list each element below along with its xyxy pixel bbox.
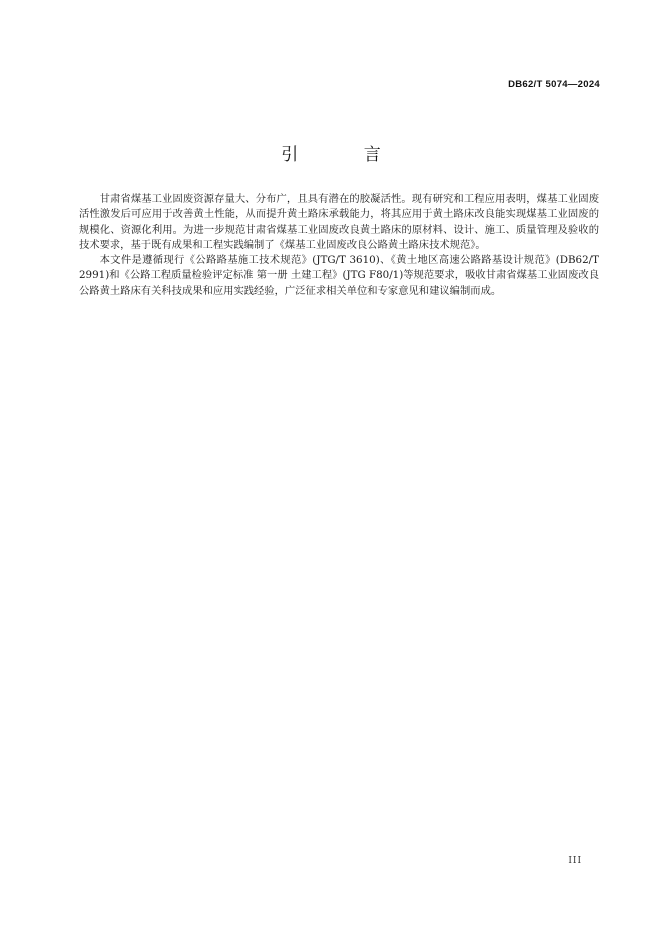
standard-code: DB62/T 5074—2024 bbox=[508, 79, 600, 90]
page-number: III bbox=[568, 856, 582, 866]
paragraph-2: 本文件是遵循现行《公路路基施工技术规范》(JTG/T 3610)、《黄土地区高速公路路基设计规范》(DB62/T 2991)和《公路工程质量检验评定标准 第一册 土建工程》(JTG F80/1)等规范要求，吸收甘肃省煤基工业固废改良公路黄土路床有关科技成果和应用实践经验，广泛征求相关单位和专家意见和建议编制而成。 bbox=[79, 254, 599, 297]
page-title: 引 言 bbox=[281, 145, 411, 165]
paragraph-1: 甘肃省煤基工业固废资源存量大、分布广，且具有潜在的胶凝活性。现有研究和工程应用表明，煤基工业固废活性激发后可应用于改善黄土性能，从而提升黄土路床承载能力，将其应用于黄土路床改良能实现煤基工业固废的规模化、资源化利用。为进一步规范甘肃省煤基工业固废改良黄土路床的原材料、设计、施工、质量管理及验收的技术要求，基于既有成果和工程实践编制了《煤基工业固废改良公路黄土路床技术规范》。 bbox=[79, 193, 599, 251]
introduction-body bbox=[79, 192, 599, 299]
